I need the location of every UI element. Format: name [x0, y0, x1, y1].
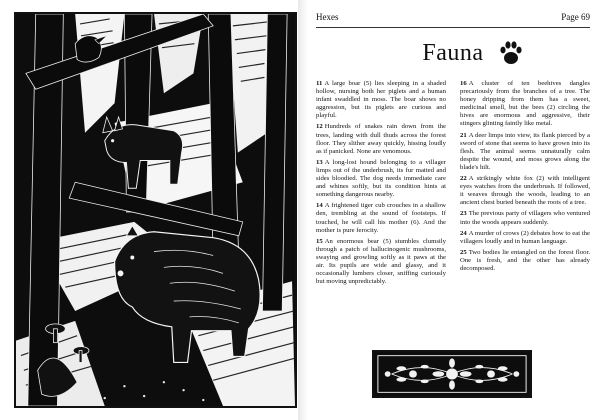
entry-text: A cluster of ten beehives dangles precariously from the branches of a tree. The honey dripping from them has a sweet, medicinal smell, but the bees (2) circling the hives are enormous and aggressive, their stingers glinting faintly like metal.	[460, 80, 590, 128]
woodcut-illustration	[14, 12, 297, 408]
encounter-entry	[460, 132, 590, 172]
encounter-entry	[316, 159, 446, 199]
encounter-entry	[316, 238, 446, 287]
column-left	[316, 80, 446, 289]
entry-number: 25	[460, 248, 467, 256]
entry-text: A long-lost hound belonging to a villager limps out of the underbrush, its fur matted and sides bloodied. The dog needs immediate care and whines softly, but its condition hints at something dangerous nearby.	[316, 158, 446, 199]
entry-number: 24	[460, 229, 467, 237]
paw-print-icon	[496, 38, 526, 68]
encounter-entry	[316, 123, 446, 155]
entry-text: An enormous bear (5) stumbles clumsily through a patch of hallucinogenic mushrooms, swaying and growling softly as it paws at the air. Its pupils are wide and glassy, and it occasionally lumbers closer, sniffing curiously but moving unpredictably.	[316, 237, 446, 286]
chapter-title	[316, 40, 590, 74]
running-header	[316, 10, 590, 28]
entry-number: 15	[316, 237, 323, 245]
page-gutter	[298, 0, 308, 420]
section-name: Hexes	[316, 12, 339, 22]
entry-text: The previous party of villagers who ventured into the woods appears suddenly.	[460, 210, 590, 226]
column-right	[460, 80, 590, 276]
entry-number: 21	[460, 131, 467, 139]
entry-number: 11	[316, 80, 323, 87]
encounter-entry	[460, 175, 590, 207]
text-page	[316, 10, 590, 414]
entry-number: 12	[316, 123, 323, 131]
encounter-entry	[460, 230, 590, 246]
entry-number: 22	[460, 175, 467, 183]
title-text: Fauna	[422, 40, 484, 66]
entry-number: 14	[316, 202, 323, 210]
encounter-entry	[460, 80, 590, 129]
entry-text: A frightened tiger cub crouches in a shallow den, trembling at the sound of footsteps. If touched, he will call his mother (6). And the mother is pure ferocity.	[316, 202, 446, 234]
floral-ornament	[372, 350, 532, 398]
entry-text: A strikingly white fox (2) with intelligent eyes watches from the underbrush. If followed, it weaves through the woods, leading to an ancient chest buried beneath the roots of a tree.	[460, 175, 590, 207]
entry-text: Two bodies lie entangled on the forest floor. One is fresh, and the other has already decomposed.	[460, 248, 590, 272]
encounter-entry	[460, 210, 590, 226]
encounter-entry	[460, 249, 590, 273]
entry-columns	[316, 80, 590, 370]
encounter-entry	[316, 80, 446, 120]
entry-text: Hundreds of snakes rain down from the trees, landing with dull thuds across the forest floor. They slither away quickly, hissing loudly as if panicked. None are venomous.	[316, 123, 446, 155]
encounter-entry	[316, 202, 446, 234]
forest-bear-illustration	[16, 14, 295, 406]
entry-text: A large boar (5) lies sleeping in a shaded hollow, nursing both her piglets and a human infant swaddled in moss. The boar shows no aggression, but its piglets are curious and playful.	[316, 80, 446, 120]
floral-ornament-icon	[374, 352, 530, 396]
page-number: Page 69	[561, 12, 590, 22]
entry-number: 16	[460, 80, 467, 87]
entry-text: A murder of crows (2) debates how to eat the villagers loudly and in human language.	[460, 229, 590, 245]
header-rule	[316, 27, 590, 28]
entry-number: 13	[316, 158, 323, 166]
entry-number: 23	[460, 210, 467, 218]
entry-text: A deer limps into view, its flank pierced by a sword of stone that seems to have grown into its flesh. The animal seems unnaturally calm despite the wound, and moss grows along the blade's hilt.	[460, 131, 590, 171]
